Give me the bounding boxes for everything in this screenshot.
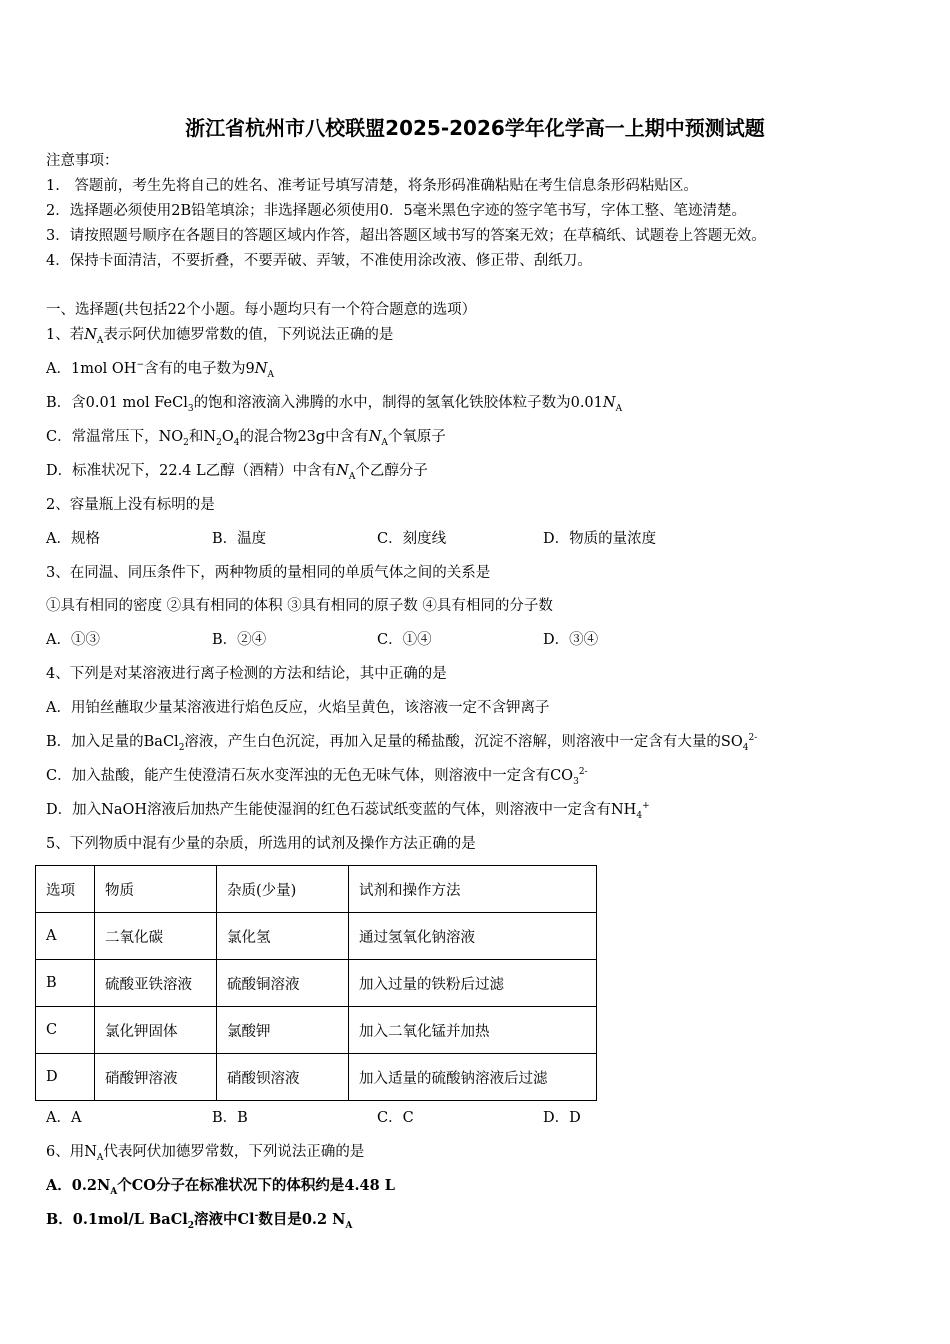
question-2-option-a[interactable]: A．规格 [46, 531, 100, 547]
notice-item: 3．请按照题号顺序在各题目的答题区域内作答，超出答题区域书写的答案无效；在草稿纸、试题卷上答题无效。 [46, 228, 766, 244]
question-2-option-c[interactable]: C．刻度线 [377, 531, 447, 547]
question-5-stem: 5、下列物质中混有少量的杂质，所选用的试剂及操作方法正确的是 [46, 836, 476, 852]
question-5-option-a[interactable]: A．A [46, 1110, 82, 1126]
impurity-table [35, 865, 597, 1101]
table-cell: 氯化钾固体 [95, 1007, 217, 1054]
table-cell: 加入适量的硫酸钠溶液后过滤 [349, 1054, 597, 1101]
question-2-option-b[interactable]: B．温度 [212, 531, 267, 547]
notice-item: 1. 答题前，考生先将自己的姓名、准考证号填写清楚，将条形码准确粘贴在考生信息条形码粘贴区。 [46, 178, 698, 194]
question-4-option-b[interactable]: B．加入足量的BaCl$_2$溶液，产生白色沉淀，再加入足量的稀盐酸，沉淀不溶解，则溶液中一定含有大量的$SO_4^{2-}$ [46, 733, 758, 753]
table-cell: 硫酸铜溶液 [217, 960, 349, 1007]
question-5-option-d[interactable]: D．D [543, 1110, 581, 1126]
table-row [36, 1007, 597, 1054]
question-4-option-d[interactable]: D．加入NaOH溶液后加热产生能使湿润的红色石蕊试纸变蓝的气体，则溶液中一定含有$NH_4^+$ [46, 801, 650, 821]
table-cell: A [36, 913, 95, 960]
table-cell: 硝酸钡溶液 [217, 1054, 349, 1101]
table-row [36, 1054, 597, 1101]
table-cell: D [36, 1054, 95, 1101]
section-heading: 一、选择题(共包括22个小题。每小题均只有一个符合题意的选项） [46, 302, 477, 318]
question-5-option-c[interactable]: C．C [377, 1110, 414, 1126]
table-cell: 二氧化碳 [95, 913, 217, 960]
table-header-cell: 选项 [36, 866, 95, 913]
question-5-option-b[interactable]: B．B [212, 1110, 248, 1126]
question-1-option-d[interactable]: D．标准状况下，22.4 L乙醇（酒精）中含有$N_A$个乙醇分子 [46, 463, 428, 482]
notice-heading: 注意事项： [46, 153, 119, 169]
question-3-option-c[interactable]: C．①④ [377, 632, 432, 648]
question-1-stem: 1、若$N_A$表示阿伏加德罗常数的值，下列说法正确的是 [46, 327, 394, 346]
table-cell: 氯酸钾 [217, 1007, 349, 1054]
table-header-cell: 杂质(少量) [217, 866, 349, 913]
question-3-statements: ①具有相同的密度 ②具有相同的体积 ③具有相同的原子数 ④具有相同的分子数 [46, 598, 553, 614]
question-6-stem: 6、用$N_A$代表阿伏加德罗常数，下列说法正确的是 [46, 1144, 365, 1163]
question-2-option-d[interactable]: D．物质的量浓度 [543, 531, 657, 547]
table-row [36, 913, 597, 960]
question-2-stem: 2、容量瓶上没有标明的是 [46, 497, 215, 513]
question-3-option-a[interactable]: A．①③ [46, 632, 100, 648]
question-4-option-a[interactable]: A．用铂丝蘸取少量某溶液进行焰色反应，火焰呈黄色，该溶液一定不含钾离子 [46, 700, 550, 716]
question-1-option-b[interactable]: B．含0.01 mol FeCl$_3$的饱和溶液滴入沸腾的水中，制得的氢氧化铁胶体粒子数为$0.01N_A$ [46, 395, 623, 414]
question-3-option-d[interactable]: D．③④ [543, 632, 599, 648]
table-cell: 加入二氧化锰并加热 [349, 1007, 597, 1054]
table-cell: 氯化氢 [217, 913, 349, 960]
notice-item: 2．选择题必须使用2B铅笔填涂；非选择题必须使用0．5毫米黑色字迹的签字笔书写，字体工整、笔迹清楚。 [46, 203, 747, 219]
question-6-option-b[interactable]: B．0.1mol/L BaCl$_2$溶液中Cl-数目是0.2 $N_A$ [46, 1211, 353, 1231]
question-4-stem: 4、下列是对某溶液进行离子检测的方法和结论，其中正确的是 [46, 666, 447, 682]
question-3-option-b[interactable]: B．②④ [212, 632, 267, 648]
question-4-option-c[interactable]: C．加入盐酸，能产生使澄清石灰水变浑浊的无色无味气体，则溶液中一定含有$CO_3^{2-}$ [46, 767, 588, 787]
table-cell: 通过氢氧化钠溶液 [349, 913, 597, 960]
table-cell: 加入过量的铁粉后过滤 [349, 960, 597, 1007]
table-cell: 硫酸亚铁溶液 [95, 960, 217, 1007]
table-header-cell: 试剂和操作方法 [349, 866, 597, 913]
table-row [36, 960, 597, 1007]
question-6-option-a[interactable]: A．$0.2N_A$个CO分子在标准状况下的体积约是4.48 L [46, 1177, 395, 1197]
question-1-option-a[interactable]: A．1mol OH−含有的电子数为$9N_A$ [46, 360, 274, 380]
table-header-cell: 物质 [95, 866, 217, 913]
question-1-option-c[interactable]: C．常温常压下，$NO_2$和$N_2O_4$的混合物23g中含有$N_A$个氧原子 [46, 429, 446, 448]
table-cell: 硝酸钾溶液 [95, 1054, 217, 1101]
question-3-stem: 3、在同温、同压条件下，两种物质的量相同的单质气体之间的关系是 [46, 565, 491, 581]
page-title: 浙江省杭州市八校联盟2025-2026学年化学高一上期中预测试题 [185, 116, 765, 140]
table-cell: C [36, 1007, 95, 1054]
table-cell: B [36, 960, 95, 1007]
table-header-row [36, 866, 597, 913]
notice-item: 4．保持卡面清洁，不要折叠，不要弄破、弄皱，不准使用涂改液、修正带、刮纸刀。 [46, 253, 592, 269]
